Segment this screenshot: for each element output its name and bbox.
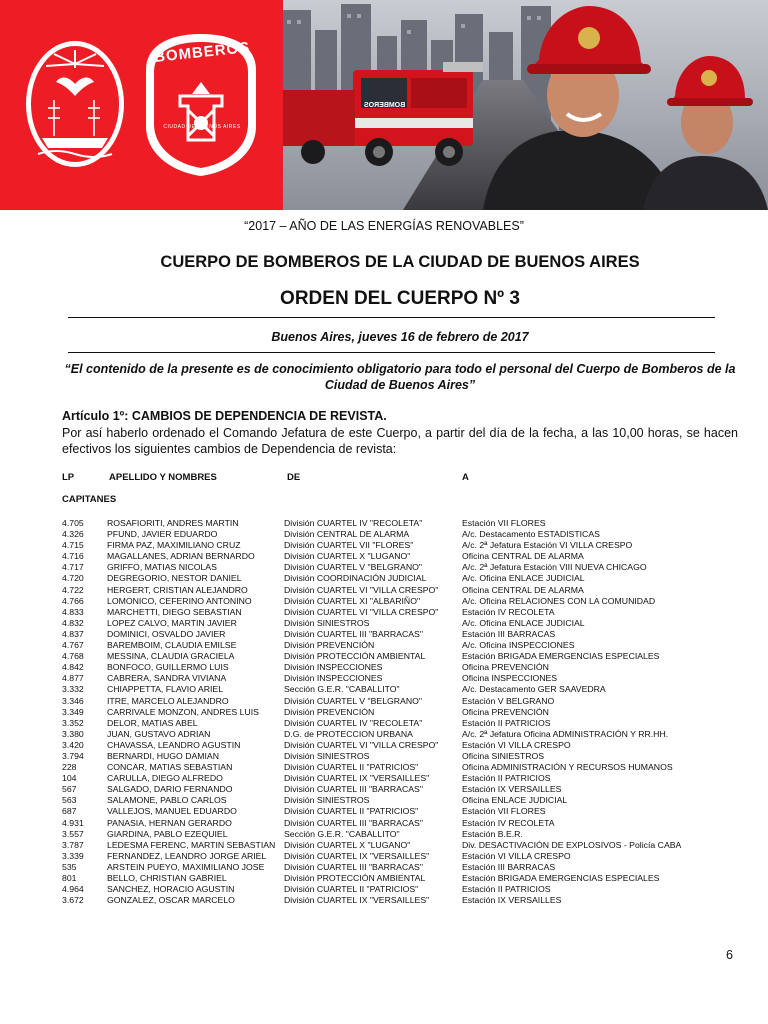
from-cell: División CUARTEL III "BARRACAS" (284, 628, 423, 639)
lp-cell: 3.787 (62, 839, 84, 850)
name-cell: ARSTEIN PUEYO, MAXIMILIANO JOSE (107, 861, 265, 872)
lp-cell: 3.349 (62, 706, 84, 717)
name-cell: FIRMA PAZ, MAXIMILIANO CRUZ (107, 540, 241, 551)
to-cell: A/c. Oficina ENLACE JUDICIAL (462, 617, 585, 628)
article-body: Por así haberlo ordenado el Comando Jefatura de este Cuerpo, a partir del día de la fecha, a las 10,00 horas, se hacen efectivos los siguientes cambios de Dependencia de revista: (62, 426, 738, 456)
to-cell: A/c. Destacamento GER SAAVEDRA (462, 684, 606, 695)
from-cell: División CUARTEL V "BELGRANO" (284, 562, 422, 573)
to-cell: A/c. Destacamento ESTADISTICAS (462, 529, 600, 540)
from-cell: División CUARTEL VI "VILLA CRESPO" (284, 584, 439, 595)
name-cell: CONCAR, MATIAS SEBASTIAN (107, 762, 233, 773)
to-cell: Estación IV RECOLETA (462, 817, 555, 828)
from-cell: División SINIESTROS (284, 750, 370, 761)
lp-cell: 4.964 (62, 884, 84, 895)
from-cell: División SINIESTROS (284, 617, 370, 628)
to-cell: Oficina INSPECCIONES (462, 673, 558, 684)
lp-cell: 687 (62, 806, 77, 817)
lp-cell: 3.352 (62, 717, 84, 728)
order-title: ORDEN DEL CUERPO Nº 3 (280, 288, 520, 309)
table-row (0, 806, 768, 817)
table-row (0, 762, 768, 773)
lp-cell: 4.832 (62, 617, 84, 628)
from-cell: División CUARTEL III "BARRACAS" (284, 817, 423, 828)
lp-cell: 4.768 (62, 651, 84, 662)
name-cell: DOMINICI, OSVALDO JAVIER (107, 628, 226, 639)
name-cell: BELLO, CHRISTIAN GABRIEL (107, 873, 227, 883)
table-row (0, 518, 768, 529)
to-cell: Estación II PATRICIOS (462, 717, 551, 728)
to-cell: Estación III BARRACAS (462, 628, 556, 639)
table-row (0, 662, 768, 673)
table-row (0, 740, 768, 751)
table-row (0, 795, 768, 806)
table-row (0, 773, 768, 784)
from-cell: División INSPECCIONES (284, 673, 383, 684)
to-cell: Oficina PREVENCIÓN (462, 662, 549, 673)
table-row (0, 696, 768, 707)
lp-cell: 228 (62, 762, 77, 773)
name-cell: LOMONICO, CEFERINO ANTONINO (107, 595, 252, 606)
name-cell: SANCHEZ, HORACIO AGUSTIN (107, 884, 235, 895)
to-cell: Estación BRIGADA EMERGENCIAS ESPECIALES (462, 873, 660, 883)
to-cell: Estación B.E.R. (462, 828, 523, 839)
to-cell: Estación VII FLORES (462, 806, 546, 817)
to-cell: Estación BRIGADA EMERGENCIAS ESPECIALES (462, 651, 660, 662)
from-cell: División CENTRAL DE ALARMA (284, 529, 410, 540)
document-date: Buenos Aires, jueves 16 de febrero de 2017 (271, 330, 529, 344)
from-cell: División CUARTEL II "PATRICIOS" (284, 884, 419, 895)
to-cell: Estación II PATRICIOS (462, 884, 551, 895)
from-cell: División PREVENCIÓN (284, 640, 375, 651)
name-cell: GONZALEZ, OSCAR MARCELO (107, 895, 235, 906)
article-title: Artículo 1º: CAMBIOS DE DEPENDENCIA DE REVISTA. (62, 409, 387, 423)
to-cell: A/c. 2ª Jefatura Estación VI VILLA CRESPO (462, 540, 633, 551)
from-cell: División CUARTEL X "LUGANO" (284, 839, 411, 850)
column-header-from: DE (287, 472, 301, 483)
table-row (0, 629, 768, 640)
table-row (0, 596, 768, 607)
column-header-lp: LP (62, 472, 75, 483)
lp-cell: 4.717 (62, 562, 84, 573)
table-row (0, 573, 768, 584)
to-cell: Estación VI VILLA CRESPO (462, 850, 571, 861)
from-cell: División CUARTEL VI "VILLA CRESPO" (284, 606, 439, 617)
lp-cell: 4.705 (62, 518, 84, 528)
from-cell: División CUARTEL XI "ALBARIÑO" (284, 595, 421, 606)
from-cell: División CUARTEL VI "VILLA CRESPO" (284, 739, 439, 750)
lp-cell: 104 (62, 773, 77, 784)
lp-cell: 4.722 (62, 584, 84, 595)
to-cell: Estación II PATRICIOS (462, 773, 551, 784)
name-cell: BONFOCO, GUILLERMO LUIS (107, 662, 229, 673)
lp-cell: 3.380 (62, 728, 84, 739)
table-row (0, 585, 768, 596)
page-number: 6 (726, 948, 733, 962)
name-cell: CABRERA, SANDRA VIVIANA (107, 673, 227, 684)
from-cell: División CUARTEL IX "VERSAILLES" (284, 850, 430, 861)
lp-cell: 3.339 (62, 850, 84, 861)
lp-cell: 4.767 (62, 640, 84, 651)
table-row (0, 562, 768, 573)
to-cell: Oficina ENLACE JUDICIAL (462, 795, 568, 806)
name-cell: BAREMBOIM, CLAUDIA EMILSE (107, 640, 237, 651)
name-cell: CARRIVALE MONZON, ANDRES LUIS (107, 706, 259, 717)
from-cell: División PROTECCIÓN AMBIENTAL (284, 651, 426, 662)
name-cell: LOPEZ CALVO, MARTIN JAVIER (107, 617, 237, 628)
table-row (0, 529, 768, 540)
to-cell: Estación VII FLORES (462, 518, 546, 528)
from-cell: Sección G.E.R. "CABALLITO" (284, 828, 400, 839)
to-cell: Estación IX VERSAILLES (462, 895, 562, 906)
lp-cell: 3.332 (62, 684, 84, 695)
table-row (0, 540, 768, 551)
lp-cell: 4.720 (62, 573, 84, 584)
name-cell: CHAVASSA, LEANDRO AGUSTIN (107, 739, 241, 750)
table-row (0, 551, 768, 562)
table-row (0, 684, 768, 695)
logo-subtext: CIUDAD DE BUENOS AIRES (163, 124, 241, 130)
to-cell: Div. DESACTIVACIÓN DE EXPLOSIVOS - Policía CABA (462, 839, 682, 850)
to-cell: A/c. Oficina RELACIONES CON LA COMUNIDAD (462, 595, 656, 606)
lp-cell: 4.877 (62, 673, 84, 684)
table-row (0, 673, 768, 684)
lp-cell: 535 (62, 861, 77, 872)
header-banner (0, 0, 768, 210)
name-cell: BERNARDI, HUGO DAMIAN (107, 750, 219, 761)
name-cell: HERGERT, CRISTIAN ALEJANDRO (107, 584, 248, 595)
name-cell: DEGREGORIO, NESTOR DANIEL (107, 573, 242, 584)
to-cell: Oficina ADMINISTRACIÓN Y RECURSOS HUMANOS (462, 762, 673, 773)
from-cell: División CUARTEL II "PATRICIOS" (284, 762, 419, 773)
from-cell: División COORDINACIÓN JUDICIAL (284, 573, 427, 584)
column-header-to: A (462, 472, 469, 483)
table-row (0, 818, 768, 829)
table-row (0, 873, 768, 884)
to-cell: A/c. Oficina INSPECCIONES (462, 640, 575, 651)
lp-cell: 563 (62, 795, 77, 806)
lp-cell: 4.833 (62, 606, 84, 617)
table-row (0, 862, 768, 873)
name-cell: VALLEJOS, MANUEL EDUARDO (107, 806, 237, 817)
name-cell: MESSINA, CLAUDIA GRACIELA (107, 651, 235, 662)
to-cell: Oficina CENTRAL DE ALARMA (462, 551, 584, 562)
lp-cell: 3.794 (62, 750, 84, 761)
table-row (0, 895, 768, 906)
table-row (0, 707, 768, 718)
from-cell: División CUARTEL II "PATRICIOS" (284, 806, 419, 817)
lp-cell: 801 (62, 873, 77, 883)
name-cell: PFUND, JAVIER EDUARDO (107, 529, 218, 540)
name-cell: LEDESMA FERENC, MARTIN SEBASTIAN (107, 839, 276, 850)
personnel-table (0, 518, 768, 906)
from-cell: División INSPECCIONES (284, 662, 383, 673)
lp-cell: 3.672 (62, 895, 84, 906)
from-cell: División CUARTEL IV "RECOLETA" (284, 717, 423, 728)
lp-cell: 4.715 (62, 540, 84, 551)
to-cell: Estación III BARRACAS (462, 861, 556, 872)
mandatory-notice: “El contenido de la presente es de conocimiento obligatorio para todo el personal del Cuerpo de Bomberos de la Ciudad de Buenos Aires” (64, 362, 736, 392)
table-row (0, 829, 768, 840)
table-row (0, 640, 768, 651)
to-cell: Estación VI VILLA CRESPO (462, 739, 571, 750)
from-cell: División CUARTEL III "BARRACAS" (284, 861, 423, 872)
name-cell: PANASIA, HERNAN GERARDO (107, 817, 232, 828)
table-row (0, 618, 768, 629)
lp-cell: 567 (62, 784, 77, 795)
city-shield-logo (24, 38, 126, 170)
table-row (0, 884, 768, 895)
name-cell: ROSAFIORITI, ANDRES MARTIN (107, 518, 239, 528)
lp-cell: 4.716 (62, 551, 84, 562)
name-cell: GRIFFO, MATIAS NICOLAS (107, 562, 217, 573)
lp-cell: 4.842 (62, 662, 84, 673)
lp-cell: 4.326 (62, 529, 84, 540)
lp-cell: 4.766 (62, 595, 84, 606)
from-cell: División CUARTEL VII "FLORES" (284, 540, 414, 551)
truck-text: BOMBEROS (364, 102, 406, 109)
from-cell: División CUARTEL X "LUGANO" (284, 551, 411, 562)
name-cell: JUAN, GUSTAVO ADRIAN (107, 728, 211, 739)
name-cell: CHIAPPETTA, FLAVIO ARIEL (107, 684, 224, 695)
name-cell: SALAMONE, PABLO CARLOS (107, 795, 227, 806)
lp-cell: 4.837 (62, 628, 84, 639)
from-cell: División CUARTEL IX "VERSAILLES" (284, 895, 430, 906)
to-cell: Oficina CENTRAL DE ALARMA (462, 584, 584, 595)
column-header-name: APELLIDO Y NOMBRES (109, 472, 217, 483)
section-heading: CAPITANES (62, 494, 117, 505)
divider-bottom (68, 352, 715, 353)
name-cell: FERNANDEZ, LEANDRO JORGE ARIEL (107, 850, 267, 861)
name-cell: MARCHETTI, DIEGO SEBASTIAN (107, 606, 242, 617)
year-motto: “2017 – AÑO DE LAS ENERGÍAS RENOVABLES” (244, 219, 524, 233)
lp-cell: 3.346 (62, 695, 84, 706)
name-cell: DELOR, MATIAS ABEL (107, 717, 198, 728)
table-row (0, 751, 768, 762)
from-cell: División CUARTEL V "BELGRANO" (284, 695, 422, 706)
table-row (0, 840, 768, 851)
lp-cell: 3.557 (62, 828, 84, 839)
lp-cell: 3.420 (62, 739, 84, 750)
to-cell: A/c. 2ª Jefatura Oficina ADMINISTRACIÓN Y RR.HH. (462, 728, 669, 739)
to-cell: Estación IV RECOLETA (462, 606, 555, 617)
table-row (0, 784, 768, 795)
from-cell: División CUARTEL III "BARRACAS" (284, 784, 423, 795)
to-cell: Estación V BELGRANO (462, 695, 555, 706)
lp-cell: 4.931 (62, 817, 84, 828)
organization-title: CUERPO DE BOMBEROS DE LA CIUDAD DE BUENOS AIRES (160, 253, 640, 271)
from-cell: División PROTECCIÓN AMBIENTAL (284, 873, 426, 883)
name-cell: ITRE, MARCELO ALEJANDRO (107, 695, 229, 706)
name-cell: GIARDINA, PABLO EZEQUIEL (107, 828, 228, 839)
from-cell: División CUARTEL IV "RECOLETA" (284, 518, 423, 528)
from-cell: División CUARTEL IX "VERSAILLES" (284, 773, 430, 784)
to-cell: Estación IX VERSAILLES (462, 784, 562, 795)
from-cell: División PREVENCIÓN (284, 706, 375, 717)
to-cell: A/c. 2ª Jefatura Estación VIII NUEVA CHICAGO (462, 562, 647, 573)
to-cell: Oficina SINIESTROS (462, 750, 545, 761)
name-cell: SALGADO, DARIO FERNANDO (107, 784, 233, 795)
table-row (0, 729, 768, 740)
to-cell: Oficina PREVENCIÓN (462, 706, 549, 717)
name-cell: CARULLA, DIEGO ALFREDO (107, 773, 223, 784)
table-row (0, 718, 768, 729)
table-row (0, 651, 768, 662)
from-cell: D.G. de PROTECCION URBANA (284, 728, 413, 739)
divider-top (68, 317, 715, 318)
table-row (0, 607, 768, 618)
table-row (0, 851, 768, 862)
from-cell: División SINIESTROS (284, 795, 370, 806)
to-cell: A/c. Oficina ENLACE JUDICIAL (462, 573, 585, 584)
firefighters-photo (283, 0, 768, 210)
from-cell: Sección G.E.R. "CABALLITO" (284, 684, 400, 695)
name-cell: MAGALLANES, ADRIAN BERNARDO (107, 551, 255, 562)
logo-text: BOMBEROS (153, 38, 251, 66)
